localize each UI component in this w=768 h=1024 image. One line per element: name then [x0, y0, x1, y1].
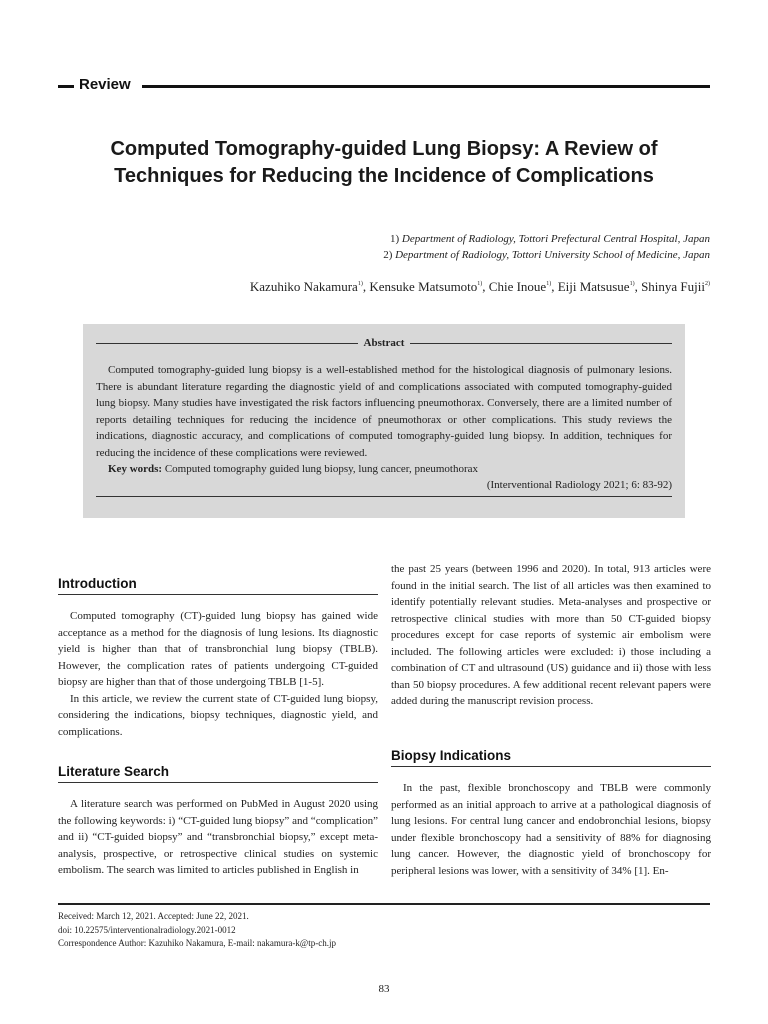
section-title-biopsy-indications: Biopsy Indications — [391, 748, 711, 767]
section-title-literature-search: Literature Search — [58, 764, 378, 783]
section-title-introduction: Introduction — [58, 576, 378, 595]
literature-search-body — [58, 796, 378, 879]
abstract-box — [83, 324, 685, 518]
tagline-dash — [58, 85, 74, 88]
literature-search-continued — [391, 561, 711, 710]
paper-title: Computed Tomography-guided Lung Biopsy: A Review of Techniques for Reducing the Incidence of Complications — [110, 138, 658, 187]
author: Eiji Matsusue$^{1)}$, — [557, 279, 642, 294]
footnotes — [58, 910, 336, 951]
footnote-rule — [58, 903, 710, 905]
paragraph: In the past, flexible bronchoscopy and TBLB were commonly performed as an initial approach to arrive at a pathological diagnosis of lung lesions. For central lung cancer and endobronchial lesions, biopsy under flexible bronchoscopy had a sensitivity of 88% for diagnosing lung cancer. However, the diagnostic yield of bronchoscopy for peripheral lesions was lower, with a sensitivity of 34% [1]. En- — [391, 782, 711, 877]
author: Kazuhiko Nakamura$^{1)}$, — [249, 279, 370, 294]
section-tagline — [58, 76, 710, 98]
author-list — [250, 279, 710, 295]
paragraph: In this article, we review the current state of CT-guided lung biopsy, considering the indications, biopsy techniques, diagnostic yield, and complications. — [58, 692, 378, 738]
abstract-heading: Abstract — [96, 336, 672, 350]
affiliation-2: 2) Department of Radiology, Tottori University School of Medicine, Japan — [383, 248, 710, 261]
citation: (Interventional Radiology 2021; 6: 83-92) — [486, 479, 672, 491]
introduction-body — [58, 608, 378, 740]
abstract-text: Computed tomography-guided lung biopsy is a well-established method for the histological diagnosis of pulmonary lesions. There is abundant literature regarding the diagnostic yield of and complications associated with computed tomography-guided lung biopsy. Many studies have investigated the risk factors influencing pneumothorax. Conversely, there are a limited number of reports detailing techniques for reducing the incidence of pneumothorax or other complications. This study reviews the indications, diagnostic accuracy, and complications of computed tomography-guided lung biopsy. In addition, techniques for reducing the incidence of these complications were reviewed. — [96, 364, 672, 459]
correspondence: Correspondence Author: Kazuhiko Nakamura, E-mail: nakamura-k@tp-ch.jp — [58, 938, 336, 948]
author: Shinya Fujii$^{2)}$ — [641, 279, 710, 294]
biopsy-indications-body — [391, 780, 711, 879]
keywords: Key words: Computed tomography guided lung biopsy, lung cancer, pneumothorax — [108, 463, 479, 475]
doi[interactable]: doi: 10.22575/interventionalradiology.2021-0012 — [58, 924, 236, 935]
paragraph: the past 25 years (between 1996 and 2020). In total, 913 articles were found in the initial search. The list of all articles was then examined to identify potentially relevant studies. Meta-analyses and prospective or retrospective clinical studies with more than 50 CT-guided biopsy procedures except for case reports of systemic air embolism were included. The following articles were excluded: i) those including a combination of CT and ultrasound (US) guidance and ii) those with less than 50 biopsy procedures. A few additional recent relevant papers were added during the manuscript revision process. — [391, 563, 711, 707]
paragraph: Computed tomography (CT)-guided lung biopsy has gained wide acceptance as a method for the diagnosis of lung lesions. Its diagnostic yield is higher than that of transbronchial lung biopsy (TBLB). However, the complication rates of patients undergoing CT-guided biopsy are higher than that of those undergoing TBLB [1-5]. — [58, 610, 378, 688]
affiliations — [383, 232, 710, 263]
tagline-rule — [142, 85, 710, 88]
author: Chie Inoue$^{1)}$, — [488, 279, 558, 294]
author: Kensuke Matsumoto$^{1)}$, — [369, 279, 489, 294]
paragraph: A literature search was performed on PubMed in August 2020 using the following keywords: i) “CT-guided lung biopsy” and “complication” and ii) “CT-guided biopsy” and “transbronchial biopsy,” except meta-analysis, prospective, or retrospective clinical studies on systemic embolism. The search was limited to articles published in English in — [58, 798, 378, 876]
affiliation-1: 1) Department of Radiology, Tottori Prefectural Central Hospital, Japan — [389, 233, 710, 245]
section-label: Review — [79, 76, 131, 93]
page-number: 83 — [378, 983, 390, 995]
received-date: Received: March 12, 2021. Accepted: June 22, 2021. — [58, 911, 249, 921]
